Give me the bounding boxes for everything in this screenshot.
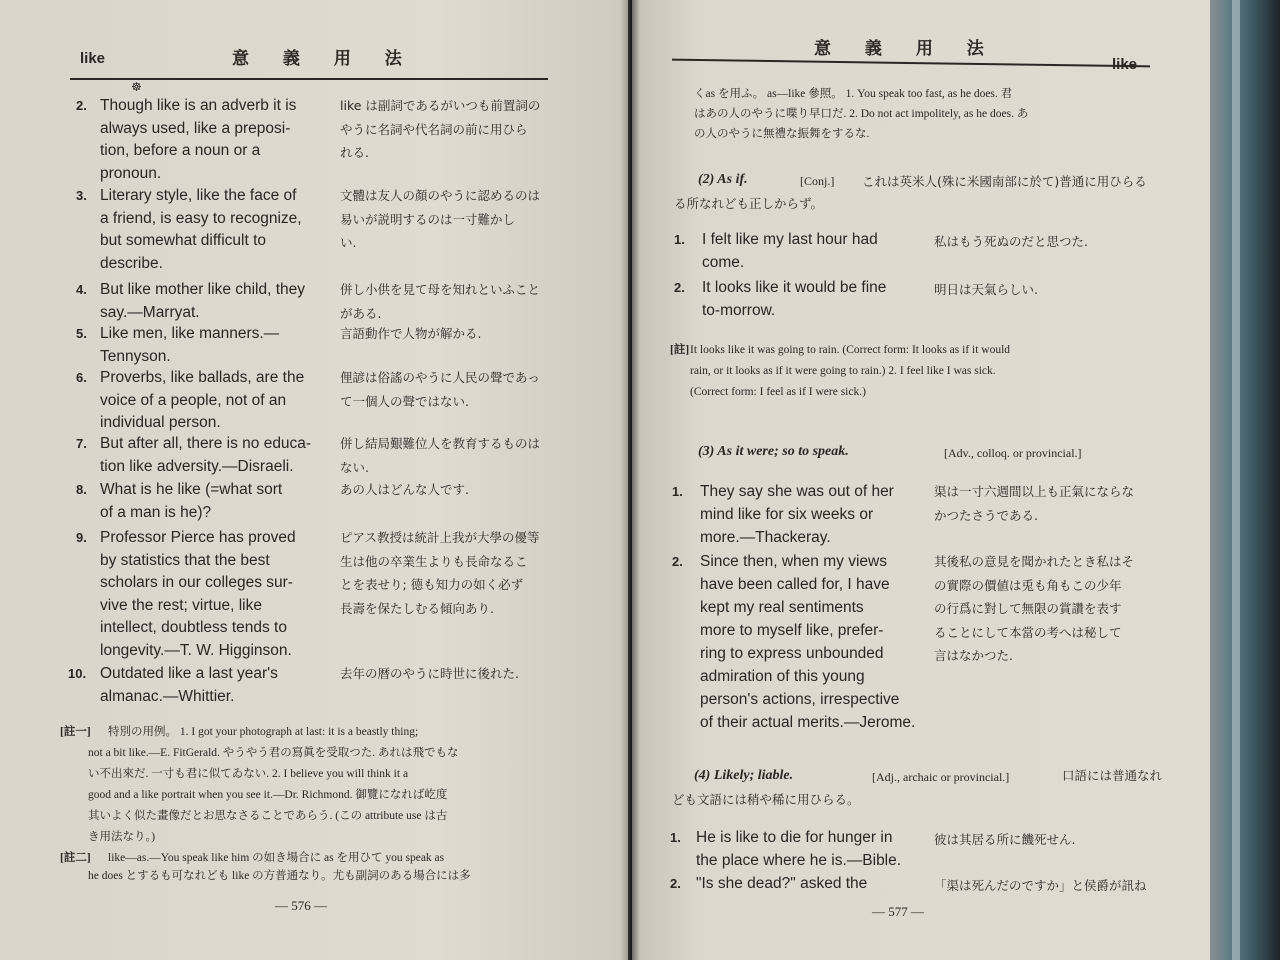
example-english: more to myself like, prefer- <box>700 622 884 639</box>
entry-japanese: like は副詞であるがいつも前置詞の <box>340 98 541 113</box>
example-english: more.—Thackeray. <box>700 529 831 546</box>
entry-japanese: ピアス教授は統計上我が大學の優等 <box>340 530 540 545</box>
cover-highlight <box>1232 0 1240 960</box>
entry-english: of a man is he)? <box>100 503 212 521</box>
entry-japanese: 併し結局艱難位人を教育するものは <box>340 436 541 451</box>
entry-number: 3. <box>76 188 87 203</box>
example-english: person's actions, irrespective <box>700 691 900 708</box>
entry-english: Professor Pierce has proved <box>100 529 296 546</box>
example-english: ring to express unbounded <box>700 645 884 662</box>
example-english: the place where he is.—Bible. <box>696 852 902 869</box>
entry-japanese: 文體は友人の顏のやうに認めるのは <box>340 188 541 203</box>
right-page <box>632 0 1210 960</box>
entry-number: 6. <box>76 370 87 385</box>
example-japanese: の實際の價値は兎も角もこの少年 <box>934 577 1122 593</box>
entry-japanese: 言語動作で人物が解かる. <box>340 326 482 341</box>
header-rule <box>672 59 1150 68</box>
section-2-desc: これは英米人(殊に米國南部に於て)普通に用ひらる <box>862 174 1147 189</box>
header-title: 意 義 用 法 <box>232 49 416 69</box>
example-english: He is like to die for hunger in <box>696 829 893 846</box>
entry-number: 7. <box>76 436 87 451</box>
example-english: It looks like it would be fine <box>702 279 887 296</box>
entry-japanese: れる. <box>340 145 369 160</box>
example-english: come. <box>702 254 745 271</box>
example-number: 1. <box>670 830 681 845</box>
note-line: It looks like it was going to rain. (Correct form: It looks as if it would <box>690 344 1011 356</box>
entry-english: longevity.—T. W. Higginson. <box>100 641 292 659</box>
entry-english: What is he like (=what sort <box>100 481 283 498</box>
entry-english: pronoun. <box>100 164 162 182</box>
entry-english: individual person. <box>100 414 221 431</box>
note1-line: 特別の用例。 1. I got your photograph at last: it is a beastly thing; <box>108 726 419 738</box>
entry-english: Tennyson. <box>100 347 171 365</box>
note-label: [註] <box>670 344 690 356</box>
page-number: — 576 — <box>275 898 327 913</box>
example-japanese: 渠は一寸六週間以上も正氣にならな <box>934 484 1135 499</box>
example-japanese: 私はもう死ぬのだと思つた. <box>934 234 1088 249</box>
entry-japanese: 去年の暦のやうに時世に後れた. <box>340 666 519 681</box>
section-4-desc: 口語には普通なれ <box>1062 768 1163 783</box>
note2-label: [註二] <box>60 852 91 864</box>
entry-english: Though like is an adverb it is <box>100 97 297 114</box>
entry-english: scholars in our colleges sur- <box>100 574 293 591</box>
top-line: くas を用ふ。 as—like 參照。 1. You speak too fast, as he does. 君 <box>694 88 1013 100</box>
note1-line: き用法なり。) <box>88 831 156 843</box>
section-3-title: (3) As it were; so to speak. <box>698 444 849 459</box>
example-japanese: かつたさうである. <box>934 507 1038 523</box>
entry-number: 10. <box>68 666 87 681</box>
section-3-tag: [Adv., colloq. or provincial.] <box>944 446 1082 460</box>
entry-english: tion, before a noun or a <box>100 142 261 159</box>
example-japanese: 彼は其居る所に饑死せん. <box>934 832 1076 847</box>
example-japanese: 明日は天氣らしい. <box>934 282 1038 297</box>
entry-japanese: 俚諺は俗謠のやうに人民の聲であっ <box>340 370 540 385</box>
section-4-tag: [Adj., archaic or provincial.] <box>872 770 1010 784</box>
example-english: Since then, when my views <box>700 553 887 570</box>
entry-japanese: とを表せり; 德も知力の如く必ず <box>340 577 524 592</box>
example-english: kept my real sentiments <box>700 599 864 616</box>
entry-english: Literary style, like the face of <box>100 187 297 204</box>
ornament: ☸ <box>131 80 142 94</box>
section-2-title: (2) As if. <box>698 172 748 187</box>
example-japanese: の行爲に對して無限の賞讚を表す <box>934 601 1122 616</box>
note-line: (Correct form: I feel as if I were sick.) <box>690 386 866 398</box>
example-number: 2. <box>670 876 681 891</box>
entry-english: describe. <box>100 254 163 272</box>
entry-number: 8. <box>76 482 87 497</box>
entry-english: But like mother like child, they <box>100 281 306 298</box>
entry-english: say.—Marryat. <box>100 303 200 321</box>
entry-japanese: 生は他の卒業生よりも長命なるこ <box>340 553 528 569</box>
entry-english: vive the rest; virtue, like <box>100 596 262 614</box>
note1-line: good and a like portrait when you see it.—Dr. Richmond. 御覽になれば屹度 <box>88 789 448 801</box>
left-page <box>0 0 628 960</box>
section-2-desc: る所なれども正しからず。 <box>674 196 824 211</box>
example-number: 1. <box>672 484 683 499</box>
note1-line: not a bit like.—E. FitGerald. やうやう君の寫眞を受取つた. あれは飛でもな <box>88 747 459 759</box>
entry-japanese: がある. <box>340 305 382 321</box>
entry-english: almanac.—Whittier. <box>100 687 235 705</box>
entry-english: voice of a people, not of an <box>100 391 287 409</box>
entry-japanese: やうに名詞や代名詞の前に用ひら <box>340 121 528 137</box>
example-japanese: 其後私の意見を聞かれたとき私はそ <box>934 554 1135 569</box>
note1-line: い不出來だ. 一寸も君に似てゐない. 2. I believe you will think it a <box>88 768 409 780</box>
entry-japanese: あの人はどんな人です. <box>340 482 469 497</box>
example-english: admiration of this young <box>700 668 865 685</box>
example-english: to-morrow. <box>702 302 776 319</box>
entry-english: always used, like a preposi- <box>100 119 291 137</box>
note-line: rain, or it looks as if it were going to rain.) 2. I feel like I was sick. <box>690 365 996 377</box>
entry-english: tion like adversity.—Disraeli. <box>100 457 294 475</box>
example-japanese: 「渠は死んだのですか」と侯爵が訊ね <box>934 878 1147 893</box>
example-english: I felt like my last hour had <box>702 231 878 248</box>
entry-english: by statistics that the best <box>100 551 270 569</box>
example-english: of their actual merits.—Jerome. <box>700 714 916 731</box>
page-number: — 577 — <box>872 904 924 919</box>
entry-japanese: 併し小供を見て母を知れといふこと <box>340 282 541 297</box>
example-english: mind like for six weeks or <box>700 506 874 523</box>
note1-label: [註一] <box>60 726 91 738</box>
entry-number: 5. <box>76 326 87 341</box>
entry-number: 9. <box>76 530 87 545</box>
entry-japanese: て一個人の聲ではない. <box>340 393 469 409</box>
example-english: They say she was out of her <box>700 483 894 500</box>
entry-english: Outdated like a last year's <box>100 665 278 682</box>
entry-english: Like men, like manners.— <box>100 325 280 342</box>
entry-english: intellect, doubtless tends to <box>100 619 287 636</box>
entry-english: Proverbs, like ballads, are the <box>100 369 305 386</box>
entry-english: a friend, is easy to recognize, <box>100 209 302 227</box>
example-japanese: ることにして本當の考へは秘して <box>934 624 1122 640</box>
section-4-title: (4) Likely; liable. <box>694 768 794 783</box>
book-gutter <box>620 0 640 960</box>
example-number: 2. <box>674 280 685 295</box>
entry-japanese: 易いが説明するのは一寸難かし <box>340 211 516 227</box>
entry-japanese: ない. <box>340 459 369 475</box>
example-number: 2. <box>672 554 683 569</box>
example-number: 1. <box>674 232 685 247</box>
note2-line: he does とするも可なれども like の方普通なり。尤も副詞のある場合には多 <box>88 870 471 882</box>
entry-japanese: 長壽を保たしむる傾向あり. <box>340 600 494 616</box>
example-japanese: 言はなかつた. <box>934 648 1013 663</box>
entry-english: but somewhat difficult to <box>100 232 266 249</box>
top-line: はあの人のやうに喋り早口だ. 2. Do not act impolitely, as he does. あ <box>694 108 1029 120</box>
header-word: like <box>80 50 106 67</box>
section-2-tag: [Conj.] <box>800 174 835 188</box>
note2-line: like—as.—You speak like him の如き場合に as を用ひて you speak as <box>108 852 445 864</box>
section-4-desc: ども文語には稍や稀に用ひらる。 <box>672 792 860 807</box>
entry-japanese: い. <box>340 235 357 250</box>
example-english: "Is she dead?" asked the <box>696 875 868 892</box>
example-english: have been called for, I have <box>700 576 890 593</box>
entry-number: 2. <box>76 98 87 113</box>
entry-english: But after all, there is no educa- <box>100 435 312 452</box>
header-title: 意 義 用 法 <box>814 39 998 59</box>
entry-number: 4. <box>76 282 87 297</box>
book-cover-edge <box>1210 0 1280 960</box>
note1-line: 其いよく似た畫像だとお思なさることであらう. (この attribute use は古 <box>88 810 448 822</box>
top-line: の人のやうに無禮な振舞をするな. <box>694 128 870 140</box>
